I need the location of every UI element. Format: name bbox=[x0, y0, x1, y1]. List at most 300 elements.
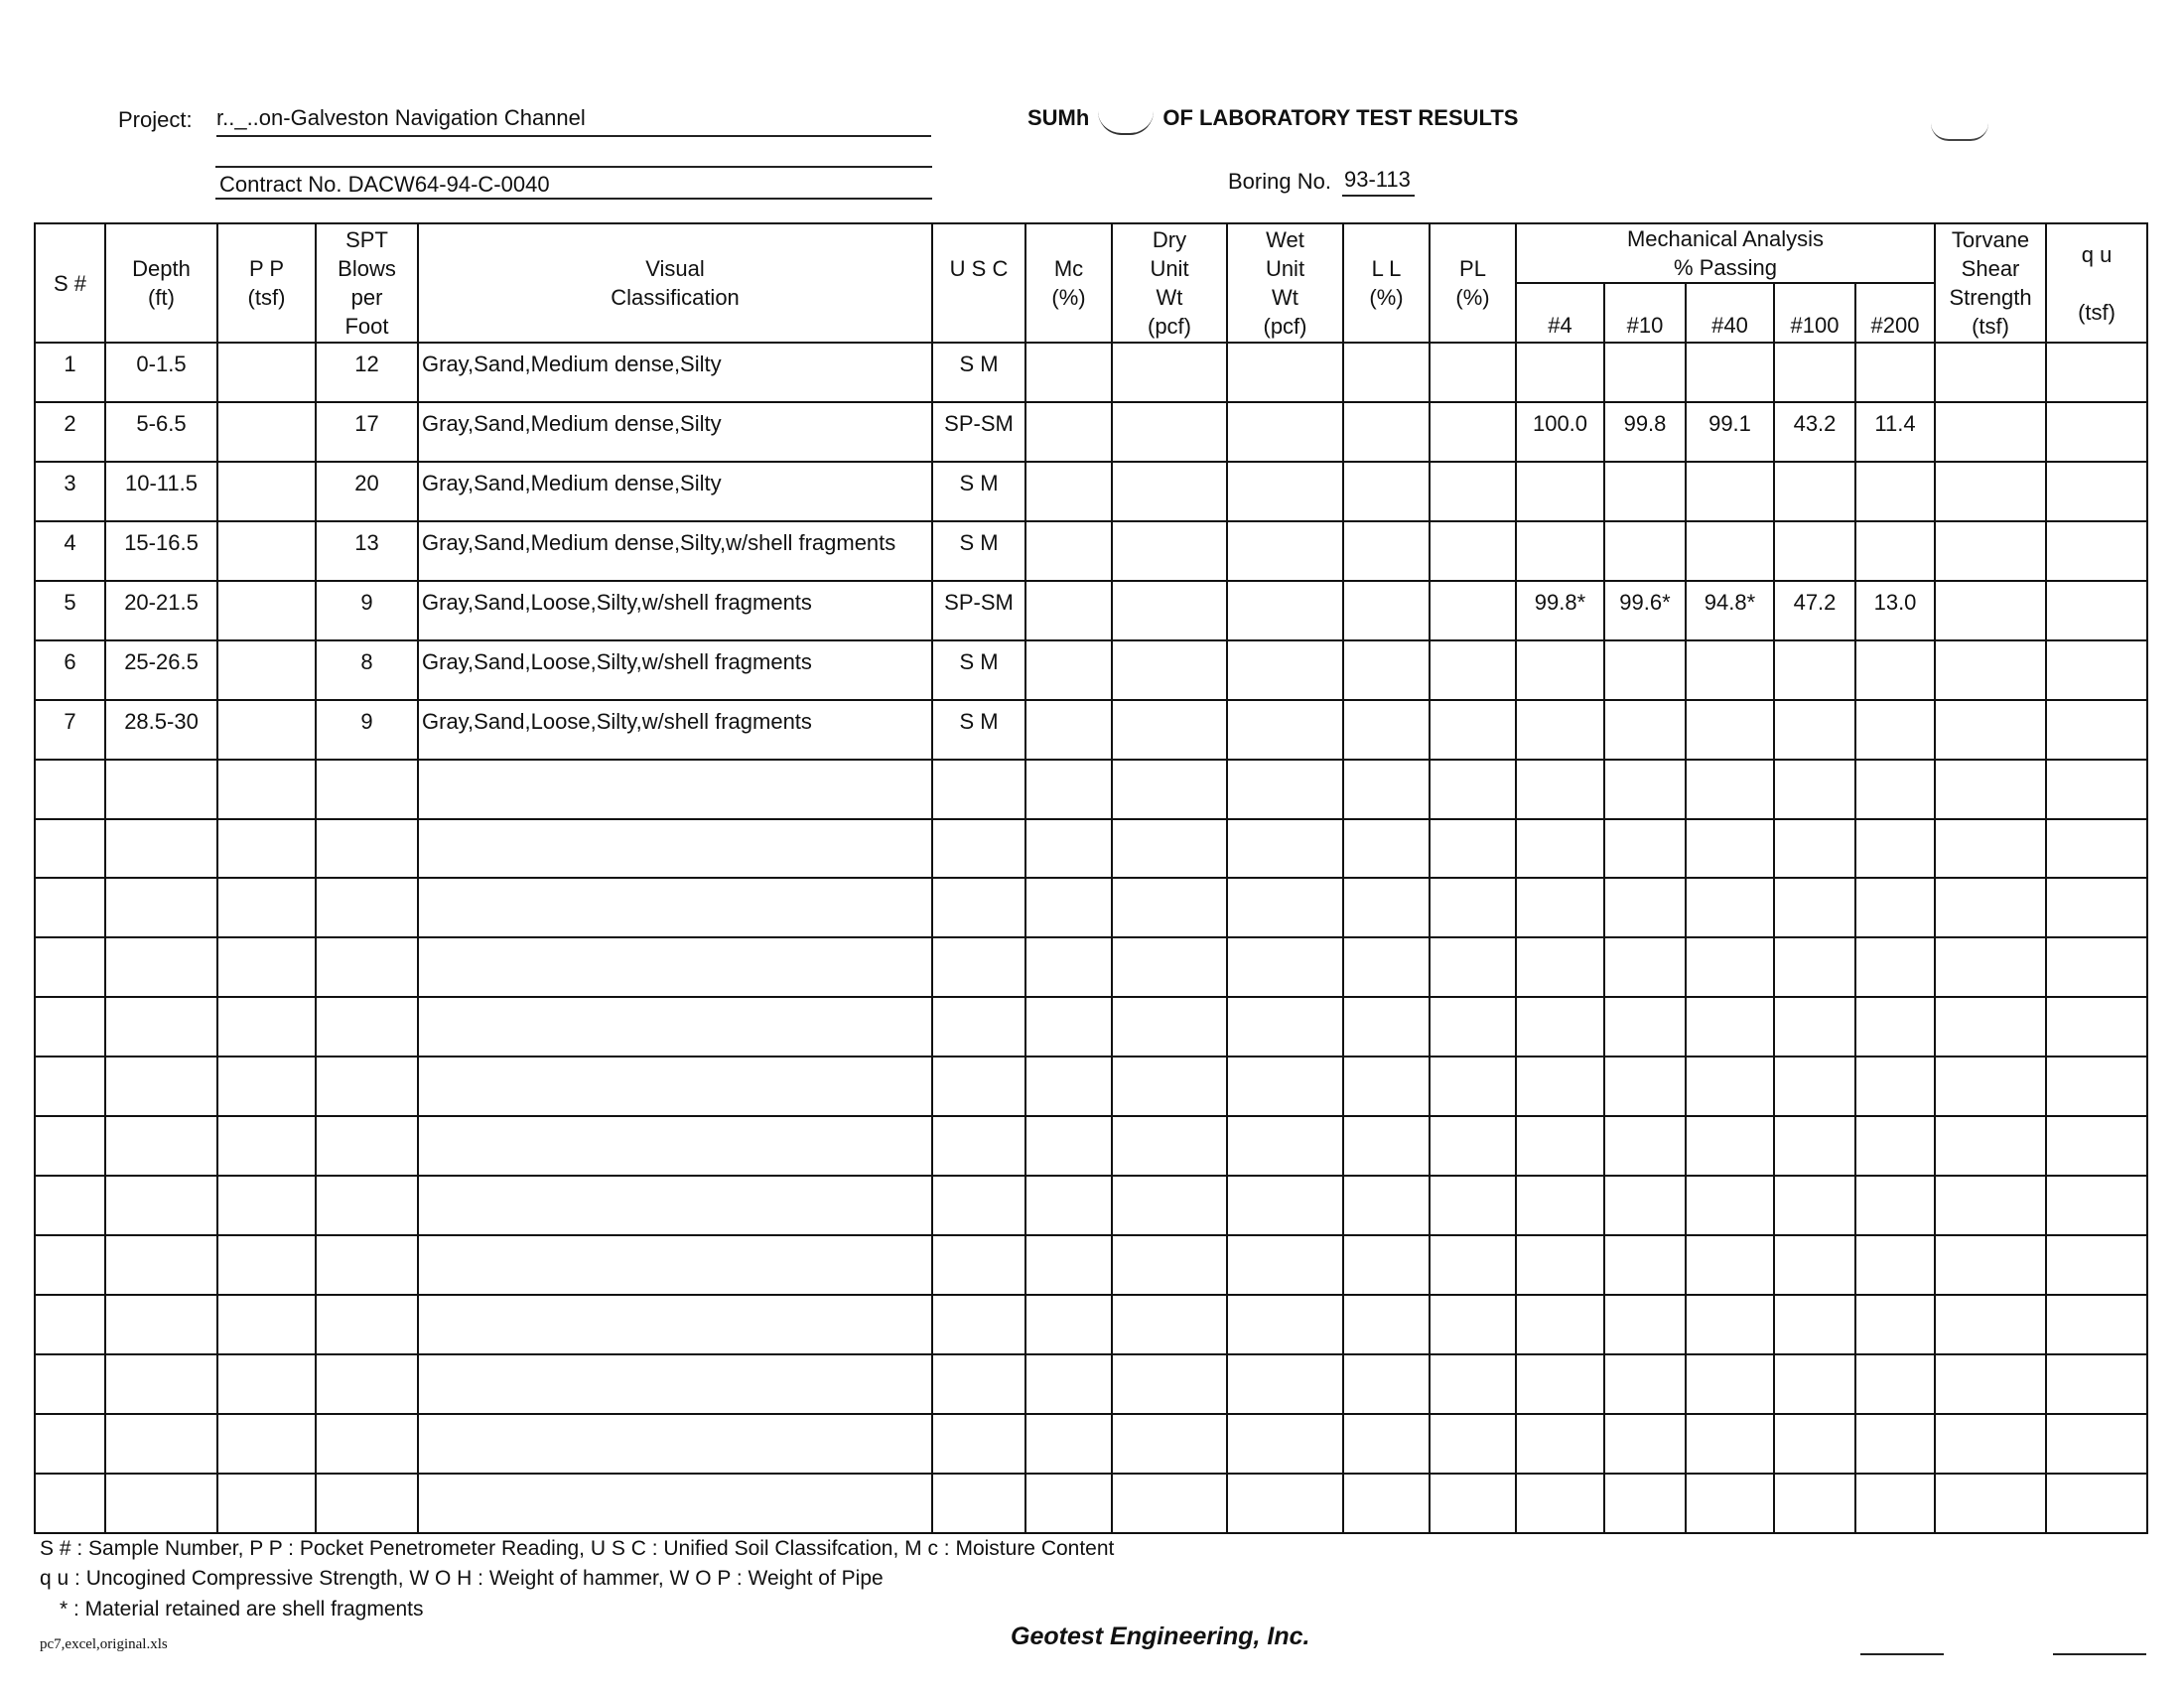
cell-ll bbox=[1343, 937, 1430, 997]
cell-pp bbox=[217, 343, 316, 402]
cell-spt bbox=[316, 1235, 418, 1295]
cell-mc bbox=[1025, 1176, 1112, 1235]
cell-spt bbox=[316, 937, 418, 997]
col-header-sieve-200: #200 bbox=[1855, 283, 1935, 343]
cell-depth: 0-1.5 bbox=[105, 343, 217, 402]
cell-p4 bbox=[1516, 878, 1604, 937]
table-row bbox=[35, 1176, 2147, 1235]
cell-tor bbox=[1935, 1474, 2046, 1533]
table-row bbox=[35, 997, 2147, 1057]
cell-p4 bbox=[1516, 1235, 1604, 1295]
cell-spt bbox=[316, 760, 418, 819]
table-row bbox=[35, 402, 2147, 462]
cell-p10 bbox=[1604, 937, 1686, 997]
col-header-depth: Depth (ft) bbox=[105, 223, 217, 343]
cell-vis bbox=[418, 1414, 932, 1474]
cell-p4 bbox=[1516, 1295, 1604, 1354]
cell-pl bbox=[1430, 1474, 1516, 1533]
col-header-mechanical-analysis: Mechanical Analysis % Passing bbox=[1516, 223, 1935, 283]
col-header-torvane: Torvane Shear Strength (tsf) bbox=[1935, 223, 2046, 343]
cell-pp bbox=[217, 760, 316, 819]
cell-wet bbox=[1227, 878, 1343, 937]
cell-p200 bbox=[1855, 997, 1935, 1057]
cell-p40 bbox=[1686, 640, 1774, 700]
cell-p10 bbox=[1604, 521, 1686, 581]
cell-s bbox=[35, 937, 105, 997]
cell-ll bbox=[1343, 819, 1430, 879]
cell-usc bbox=[932, 1474, 1025, 1533]
cell-p100 bbox=[1774, 1354, 1855, 1414]
cell-dry bbox=[1112, 1176, 1227, 1235]
cell-dry bbox=[1112, 1474, 1227, 1533]
cell-usc: SP-SM bbox=[932, 581, 1025, 640]
cell-usc: S M bbox=[932, 462, 1025, 521]
cell-pp bbox=[217, 462, 316, 521]
cell-s bbox=[35, 1235, 105, 1295]
cell-depth bbox=[105, 1176, 217, 1235]
cell-depth bbox=[105, 1295, 217, 1354]
cell-ll bbox=[1343, 1354, 1430, 1414]
cell-p10: 99.8 bbox=[1604, 402, 1686, 462]
cell-dry bbox=[1112, 819, 1227, 879]
cell-usc bbox=[932, 1235, 1025, 1295]
cell-ll bbox=[1343, 640, 1430, 700]
table-row bbox=[35, 640, 2147, 700]
cell-pp bbox=[217, 521, 316, 581]
cell-p4: 100.0 bbox=[1516, 402, 1604, 462]
cell-p4 bbox=[1516, 1354, 1604, 1414]
cell-wet bbox=[1227, 402, 1343, 462]
cell-pl bbox=[1430, 1235, 1516, 1295]
cell-tor bbox=[1935, 1295, 2046, 1354]
cell-wet bbox=[1227, 819, 1343, 879]
cell-p200 bbox=[1855, 1116, 1935, 1176]
cell-spt bbox=[316, 819, 418, 879]
cell-s bbox=[35, 997, 105, 1057]
cell-wet bbox=[1227, 462, 1343, 521]
cell-p100: 47.2 bbox=[1774, 581, 1855, 640]
cell-qu bbox=[2046, 997, 2147, 1057]
table-row bbox=[35, 1235, 2147, 1295]
cell-p100 bbox=[1774, 343, 1855, 402]
cell-depth bbox=[105, 760, 217, 819]
table-row bbox=[35, 937, 2147, 997]
cell-pp bbox=[217, 581, 316, 640]
cell-p4 bbox=[1516, 937, 1604, 997]
cell-dry bbox=[1112, 640, 1227, 700]
cell-depth bbox=[105, 819, 217, 879]
cell-s bbox=[35, 878, 105, 937]
project-value bbox=[216, 105, 931, 137]
cell-qu bbox=[2046, 1116, 2147, 1176]
cell-p200 bbox=[1855, 521, 1935, 581]
cell-p4 bbox=[1516, 760, 1604, 819]
cell-vis bbox=[418, 760, 932, 819]
table-row bbox=[35, 343, 2147, 402]
cell-tor bbox=[1935, 1414, 2046, 1474]
cell-vis: Gray,Sand,Medium dense,Silty bbox=[418, 343, 932, 402]
cell-p4 bbox=[1516, 1116, 1604, 1176]
table-row bbox=[35, 1354, 2147, 1414]
cell-vis bbox=[418, 1176, 932, 1235]
cell-usc: S M bbox=[932, 343, 1025, 402]
table-row bbox=[35, 1474, 2147, 1533]
cell-pl bbox=[1430, 997, 1516, 1057]
cell-p4 bbox=[1516, 997, 1604, 1057]
cell-p200 bbox=[1855, 878, 1935, 937]
cell-ll bbox=[1343, 700, 1430, 760]
cell-tor bbox=[1935, 997, 2046, 1057]
contract-number-box bbox=[215, 166, 932, 200]
cell-pl bbox=[1430, 462, 1516, 521]
cell-dry bbox=[1112, 1354, 1227, 1414]
table-row bbox=[35, 1414, 2147, 1474]
cell-p100 bbox=[1774, 878, 1855, 937]
cell-depth: 15-16.5 bbox=[105, 521, 217, 581]
cell-p100 bbox=[1774, 997, 1855, 1057]
cell-spt bbox=[316, 1295, 418, 1354]
cell-dry bbox=[1112, 878, 1227, 937]
cell-wet bbox=[1227, 700, 1343, 760]
corner-smudge-mark bbox=[1931, 123, 1988, 141]
table-row bbox=[35, 581, 2147, 640]
cell-p100 bbox=[1774, 1414, 1855, 1474]
cell-ll bbox=[1343, 1057, 1430, 1116]
cell-s bbox=[35, 1057, 105, 1116]
cell-s: 7 bbox=[35, 700, 105, 760]
cell-dry bbox=[1112, 1235, 1227, 1295]
cell-usc bbox=[932, 760, 1025, 819]
table-row bbox=[35, 521, 2147, 581]
cell-ll bbox=[1343, 1116, 1430, 1176]
cell-pp bbox=[217, 1116, 316, 1176]
cell-usc bbox=[932, 878, 1025, 937]
cell-pl bbox=[1430, 1176, 1516, 1235]
legend-line-2: q u : Uncogined Compressive Strength, W O H : Weight of hammer, W O P : Weight of Pipe bbox=[40, 1567, 884, 1590]
cell-spt: 8 bbox=[316, 640, 418, 700]
cell-ll bbox=[1343, 521, 1430, 581]
cell-wet bbox=[1227, 1474, 1343, 1533]
cell-tor bbox=[1935, 1176, 2046, 1235]
cell-depth: 10-11.5 bbox=[105, 462, 217, 521]
cell-s: 6 bbox=[35, 640, 105, 700]
cell-p10 bbox=[1604, 1354, 1686, 1414]
table-row bbox=[35, 462, 2147, 521]
cell-p40 bbox=[1686, 878, 1774, 937]
legend-line-3: * : Material retained are shell fragments bbox=[60, 1598, 424, 1621]
cell-p100 bbox=[1774, 819, 1855, 879]
cell-vis bbox=[418, 1235, 932, 1295]
cell-spt: 12 bbox=[316, 343, 418, 402]
cell-tor bbox=[1935, 819, 2046, 879]
cell-mc bbox=[1025, 1116, 1112, 1176]
cell-ll bbox=[1343, 760, 1430, 819]
cell-vis bbox=[418, 1295, 932, 1354]
cell-wet bbox=[1227, 1354, 1343, 1414]
cell-qu bbox=[2046, 1414, 2147, 1474]
cell-p10 bbox=[1604, 640, 1686, 700]
cell-pl bbox=[1430, 700, 1516, 760]
cell-tor bbox=[1935, 343, 2046, 402]
cell-p40 bbox=[1686, 760, 1774, 819]
cell-s bbox=[35, 1474, 105, 1533]
cell-p40 bbox=[1686, 343, 1774, 402]
cell-tor bbox=[1935, 878, 2046, 937]
cell-p4 bbox=[1516, 1414, 1604, 1474]
cell-p40: 94.8* bbox=[1686, 581, 1774, 640]
cell-vis bbox=[418, 1116, 932, 1176]
cell-p10 bbox=[1604, 760, 1686, 819]
cell-s bbox=[35, 1295, 105, 1354]
cell-vis bbox=[418, 819, 932, 879]
cell-pp bbox=[217, 819, 316, 879]
cell-usc bbox=[932, 997, 1025, 1057]
cell-vis: Gray,Sand,Loose,Silty,w/shell fragments bbox=[418, 640, 932, 700]
table-row bbox=[35, 1116, 2147, 1176]
cell-s bbox=[35, 1116, 105, 1176]
cell-vis bbox=[418, 878, 932, 937]
cell-depth: 20-21.5 bbox=[105, 581, 217, 640]
cell-tor bbox=[1935, 1354, 2046, 1414]
cell-qu bbox=[2046, 1354, 2147, 1414]
cell-s: 5 bbox=[35, 581, 105, 640]
cell-p200 bbox=[1855, 1414, 1935, 1474]
table-body bbox=[35, 343, 2147, 1533]
cell-depth: 28.5-30 bbox=[105, 700, 217, 760]
cell-s: 4 bbox=[35, 521, 105, 581]
cell-depth bbox=[105, 1354, 217, 1414]
cell-wet bbox=[1227, 640, 1343, 700]
cell-p10 bbox=[1604, 700, 1686, 760]
cell-s bbox=[35, 819, 105, 879]
cell-qu bbox=[2046, 581, 2147, 640]
cell-pp bbox=[217, 1057, 316, 1116]
project-label: Project: bbox=[118, 107, 193, 132]
cell-p100 bbox=[1774, 760, 1855, 819]
cell-wet bbox=[1227, 343, 1343, 402]
cell-p100 bbox=[1774, 937, 1855, 997]
cell-spt: 13 bbox=[316, 521, 418, 581]
col-header-sieve-4: #4 bbox=[1516, 283, 1604, 343]
legend-line-1: S # : Sample Number, P P : Pocket Penetrometer Reading, U S C : Unified Soil Classifcation, M c : Moisture Content bbox=[40, 1537, 1115, 1560]
cell-s: 3 bbox=[35, 462, 105, 521]
cell-s bbox=[35, 760, 105, 819]
cell-usc bbox=[932, 937, 1025, 997]
cell-pp bbox=[217, 1176, 316, 1235]
cell-pp bbox=[217, 1295, 316, 1354]
cell-p10 bbox=[1604, 1176, 1686, 1235]
cell-p40 bbox=[1686, 1235, 1774, 1295]
cell-pl bbox=[1430, 1057, 1516, 1116]
cell-qu bbox=[2046, 462, 2147, 521]
cell-depth bbox=[105, 1414, 217, 1474]
cell-s bbox=[35, 1354, 105, 1414]
col-header-sieve-40: #40 bbox=[1686, 283, 1774, 343]
cell-wet bbox=[1227, 521, 1343, 581]
cell-wet bbox=[1227, 1295, 1343, 1354]
cell-mc bbox=[1025, 1295, 1112, 1354]
col-header-visual: Visual Classification bbox=[418, 223, 932, 343]
col-header-mc: Mc (%) bbox=[1025, 223, 1112, 343]
cell-vis bbox=[418, 1474, 932, 1533]
cell-mc bbox=[1025, 1474, 1112, 1533]
cell-p40 bbox=[1686, 462, 1774, 521]
cell-p200 bbox=[1855, 1176, 1935, 1235]
title-right: OF LABORATORY TEST RESULTS bbox=[1162, 105, 1519, 130]
cell-usc bbox=[932, 819, 1025, 879]
cell-p200 bbox=[1855, 937, 1935, 997]
cell-tor bbox=[1935, 1057, 2046, 1116]
signature-line-2 bbox=[2053, 1653, 2146, 1655]
cell-p10 bbox=[1604, 343, 1686, 402]
cell-tor bbox=[1935, 1235, 2046, 1295]
cell-qu bbox=[2046, 1295, 2147, 1354]
cell-tor bbox=[1935, 1116, 2046, 1176]
cell-tor bbox=[1935, 462, 2046, 521]
cell-wet bbox=[1227, 581, 1343, 640]
project-name: r.._..on-Galveston Navigation Channel bbox=[216, 105, 586, 130]
cell-mc bbox=[1025, 1414, 1112, 1474]
cell-qu bbox=[2046, 700, 2147, 760]
cell-depth: 25-26.5 bbox=[105, 640, 217, 700]
cell-p10 bbox=[1604, 1057, 1686, 1116]
col-header-ll: L L (%) bbox=[1343, 223, 1430, 343]
cell-p100 bbox=[1774, 700, 1855, 760]
cell-pl bbox=[1430, 1295, 1516, 1354]
cell-p200: 11.4 bbox=[1855, 402, 1935, 462]
cell-pl bbox=[1430, 343, 1516, 402]
cell-spt bbox=[316, 1474, 418, 1533]
cell-tor bbox=[1935, 581, 2046, 640]
cell-qu bbox=[2046, 1474, 2147, 1533]
cell-tor bbox=[1935, 521, 2046, 581]
cell-p100 bbox=[1774, 1116, 1855, 1176]
cell-p200 bbox=[1855, 1474, 1935, 1533]
cell-vis bbox=[418, 997, 932, 1057]
cell-spt bbox=[316, 1116, 418, 1176]
cell-pl bbox=[1430, 819, 1516, 879]
cell-qu bbox=[2046, 1235, 2147, 1295]
cell-mc bbox=[1025, 937, 1112, 997]
cell-dry bbox=[1112, 581, 1227, 640]
cell-ll bbox=[1343, 462, 1430, 521]
cell-p40 bbox=[1686, 1176, 1774, 1235]
cell-ll bbox=[1343, 1414, 1430, 1474]
cell-tor bbox=[1935, 700, 2046, 760]
cell-depth bbox=[105, 937, 217, 997]
cell-spt bbox=[316, 1176, 418, 1235]
cell-wet bbox=[1227, 1414, 1343, 1474]
cell-p200 bbox=[1855, 1295, 1935, 1354]
col-header-pp: P P (tsf) bbox=[217, 223, 316, 343]
cell-mc bbox=[1025, 343, 1112, 402]
cell-pp bbox=[217, 402, 316, 462]
cell-p100 bbox=[1774, 1057, 1855, 1116]
cell-spt bbox=[316, 1354, 418, 1414]
cell-spt bbox=[316, 878, 418, 937]
cell-mc bbox=[1025, 1354, 1112, 1414]
cell-depth bbox=[105, 1116, 217, 1176]
cell-mc bbox=[1025, 997, 1112, 1057]
cell-dry bbox=[1112, 997, 1227, 1057]
company-name: Geotest Engineering, Inc. bbox=[1011, 1622, 1310, 1650]
cell-mc bbox=[1025, 878, 1112, 937]
col-header-wet-unit-wt: Wet Unit Wt (pcf) bbox=[1227, 223, 1343, 343]
cell-p10 bbox=[1604, 1235, 1686, 1295]
cell-pl bbox=[1430, 878, 1516, 937]
cell-vis: Gray,Sand,Medium dense,Silty bbox=[418, 402, 932, 462]
cell-s bbox=[35, 1414, 105, 1474]
cell-p40 bbox=[1686, 1116, 1774, 1176]
cell-qu bbox=[2046, 402, 2147, 462]
table-row bbox=[35, 760, 2147, 819]
cell-p200 bbox=[1855, 1354, 1935, 1414]
col-header-qu: q u (tsf) bbox=[2046, 223, 2147, 343]
cell-mc bbox=[1025, 760, 1112, 819]
cell-usc: SP-SM bbox=[932, 402, 1025, 462]
cell-qu bbox=[2046, 343, 2147, 402]
cell-p200 bbox=[1855, 1235, 1935, 1295]
cell-p200: 13.0 bbox=[1855, 581, 1935, 640]
cell-usc bbox=[932, 1354, 1025, 1414]
col-header-spt: SPT Blows per Foot bbox=[316, 223, 418, 343]
cell-spt bbox=[316, 1057, 418, 1116]
cell-dry bbox=[1112, 402, 1227, 462]
signature-line-1 bbox=[1860, 1653, 1944, 1655]
cell-pl bbox=[1430, 937, 1516, 997]
cell-ll bbox=[1343, 1235, 1430, 1295]
cell-wet bbox=[1227, 760, 1343, 819]
cell-spt bbox=[316, 1414, 418, 1474]
title-left: SUMh bbox=[1027, 105, 1090, 130]
cell-dry bbox=[1112, 343, 1227, 402]
cell-p40 bbox=[1686, 700, 1774, 760]
cell-dry bbox=[1112, 462, 1227, 521]
cell-usc bbox=[932, 1116, 1025, 1176]
cell-p4 bbox=[1516, 1474, 1604, 1533]
cell-p100 bbox=[1774, 462, 1855, 521]
cell-p100: 43.2 bbox=[1774, 402, 1855, 462]
cell-usc: S M bbox=[932, 700, 1025, 760]
boring-number: 93-113 bbox=[1342, 167, 1415, 197]
cell-mc bbox=[1025, 402, 1112, 462]
cell-ll bbox=[1343, 581, 1430, 640]
cell-ll bbox=[1343, 1474, 1430, 1533]
cell-mc bbox=[1025, 581, 1112, 640]
cell-pp bbox=[217, 1474, 316, 1533]
cell-qu bbox=[2046, 640, 2147, 700]
cell-pl bbox=[1430, 640, 1516, 700]
cell-pp bbox=[217, 1235, 316, 1295]
cell-mc bbox=[1025, 1057, 1112, 1116]
cell-pl bbox=[1430, 1116, 1516, 1176]
cell-vis: Gray,Sand,Loose,Silty,w/shell fragments bbox=[418, 700, 932, 760]
cell-pp bbox=[217, 1354, 316, 1414]
cell-p10 bbox=[1604, 997, 1686, 1057]
cell-dry bbox=[1112, 1057, 1227, 1116]
cell-spt: 9 bbox=[316, 700, 418, 760]
table-row bbox=[35, 819, 2147, 879]
cell-qu bbox=[2046, 819, 2147, 879]
cell-p100 bbox=[1774, 640, 1855, 700]
cell-spt: 17 bbox=[316, 402, 418, 462]
cell-ll bbox=[1343, 997, 1430, 1057]
cell-pl bbox=[1430, 1354, 1516, 1414]
cell-p4 bbox=[1516, 343, 1604, 402]
cell-pl bbox=[1430, 1414, 1516, 1474]
cell-p10 bbox=[1604, 462, 1686, 521]
cell-p40 bbox=[1686, 1057, 1774, 1116]
